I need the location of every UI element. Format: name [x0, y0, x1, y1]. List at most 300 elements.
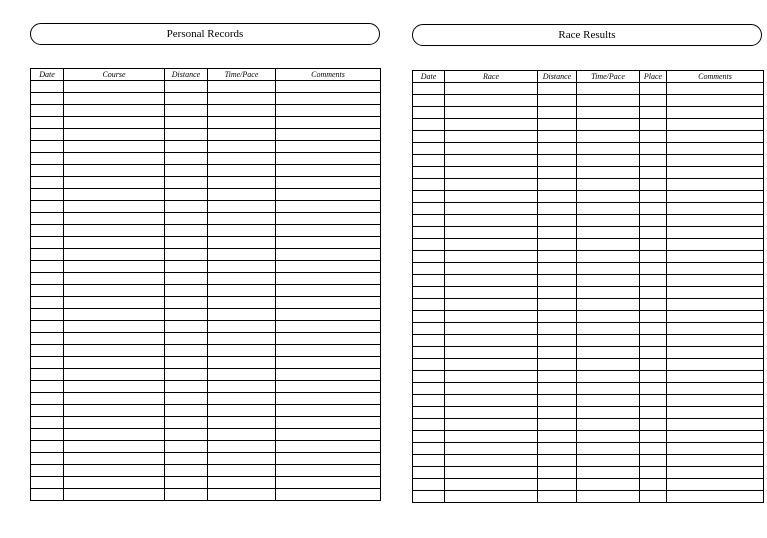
- personal-records-cell-course[interactable]: [64, 321, 165, 333]
- personal-records-cell-date[interactable]: [31, 141, 64, 153]
- race-results-cell-distance[interactable]: [538, 239, 577, 251]
- personal-records-cell-time-pace[interactable]: [208, 285, 276, 297]
- race-results-cell-place[interactable]: [640, 371, 667, 383]
- personal-records-cell-comments[interactable]: [276, 381, 381, 393]
- personal-records-cell-comments[interactable]: [276, 273, 381, 285]
- race-results-cell-race[interactable]: [445, 443, 538, 455]
- personal-records-cell-date[interactable]: [31, 273, 64, 285]
- race-results-cell-comments[interactable]: [667, 455, 764, 467]
- race-results-cell-comments[interactable]: [667, 419, 764, 431]
- race-results-cell-time-pace[interactable]: [577, 203, 640, 215]
- personal-records-cell-time-pace[interactable]: [208, 345, 276, 357]
- race-results-cell-race[interactable]: [445, 311, 538, 323]
- personal-records-cell-date[interactable]: [31, 369, 64, 381]
- personal-records-cell-distance[interactable]: [165, 177, 208, 189]
- race-results-cell-time-pace[interactable]: [577, 119, 640, 131]
- race-results-cell-race[interactable]: [445, 275, 538, 287]
- personal-records-cell-date[interactable]: [31, 453, 64, 465]
- race-results-cell-place[interactable]: [640, 347, 667, 359]
- personal-records-cell-time-pace[interactable]: [208, 465, 276, 477]
- race-results-cell-distance[interactable]: [538, 263, 577, 275]
- race-results-cell-comments[interactable]: [667, 239, 764, 251]
- personal-records-cell-course[interactable]: [64, 201, 165, 213]
- personal-records-cell-course[interactable]: [64, 477, 165, 489]
- race-results-cell-place[interactable]: [640, 395, 667, 407]
- race-results-cell-date[interactable]: [413, 287, 445, 299]
- personal-records-cell-time-pace[interactable]: [208, 429, 276, 441]
- race-results-cell-comments[interactable]: [667, 191, 764, 203]
- race-results-cell-time-pace[interactable]: [577, 191, 640, 203]
- race-results-cell-date[interactable]: [413, 323, 445, 335]
- race-results-cell-date[interactable]: [413, 239, 445, 251]
- personal-records-cell-comments[interactable]: [276, 345, 381, 357]
- personal-records-cell-time-pace[interactable]: [208, 105, 276, 117]
- personal-records-cell-time-pace[interactable]: [208, 453, 276, 465]
- personal-records-cell-distance[interactable]: [165, 93, 208, 105]
- race-results-cell-distance[interactable]: [538, 155, 577, 167]
- race-results-cell-place[interactable]: [640, 191, 667, 203]
- personal-records-cell-course[interactable]: [64, 117, 165, 129]
- race-results-cell-distance[interactable]: [538, 335, 577, 347]
- personal-records-cell-distance[interactable]: [165, 225, 208, 237]
- personal-records-cell-course[interactable]: [64, 465, 165, 477]
- personal-records-cell-date[interactable]: [31, 333, 64, 345]
- personal-records-cell-time-pace[interactable]: [208, 441, 276, 453]
- race-results-cell-comments[interactable]: [667, 371, 764, 383]
- race-results-cell-race[interactable]: [445, 395, 538, 407]
- race-results-cell-distance[interactable]: [538, 323, 577, 335]
- personal-records-cell-date[interactable]: [31, 309, 64, 321]
- race-results-cell-place[interactable]: [640, 383, 667, 395]
- race-results-cell-time-pace[interactable]: [577, 491, 640, 503]
- race-results-cell-race[interactable]: [445, 491, 538, 503]
- personal-records-cell-course[interactable]: [64, 237, 165, 249]
- race-results-cell-date[interactable]: [413, 263, 445, 275]
- personal-records-cell-distance[interactable]: [165, 249, 208, 261]
- race-results-cell-date[interactable]: [413, 83, 445, 95]
- personal-records-cell-distance[interactable]: [165, 81, 208, 93]
- race-results-cell-date[interactable]: [413, 347, 445, 359]
- personal-records-cell-distance[interactable]: [165, 489, 208, 501]
- race-results-cell-place[interactable]: [640, 491, 667, 503]
- race-results-cell-distance[interactable]: [538, 179, 577, 191]
- personal-records-cell-distance[interactable]: [165, 201, 208, 213]
- personal-records-cell-comments[interactable]: [276, 189, 381, 201]
- personal-records-cell-distance[interactable]: [165, 261, 208, 273]
- personal-records-cell-distance[interactable]: [165, 141, 208, 153]
- race-results-cell-place[interactable]: [640, 131, 667, 143]
- race-results-cell-time-pace[interactable]: [577, 407, 640, 419]
- race-results-cell-race[interactable]: [445, 83, 538, 95]
- race-results-cell-time-pace[interactable]: [577, 431, 640, 443]
- race-results-cell-place[interactable]: [640, 119, 667, 131]
- race-results-cell-place[interactable]: [640, 251, 667, 263]
- personal-records-cell-comments[interactable]: [276, 393, 381, 405]
- personal-records-cell-date[interactable]: [31, 381, 64, 393]
- race-results-cell-distance[interactable]: [538, 347, 577, 359]
- race-results-cell-place[interactable]: [640, 179, 667, 191]
- race-results-cell-place[interactable]: [640, 443, 667, 455]
- personal-records-cell-date[interactable]: [31, 177, 64, 189]
- race-results-cell-date[interactable]: [413, 455, 445, 467]
- race-results-cell-distance[interactable]: [538, 191, 577, 203]
- personal-records-cell-distance[interactable]: [165, 369, 208, 381]
- race-results-cell-comments[interactable]: [667, 227, 764, 239]
- race-results-cell-date[interactable]: [413, 419, 445, 431]
- personal-records-cell-time-pace[interactable]: [208, 189, 276, 201]
- personal-records-cell-date[interactable]: [31, 225, 64, 237]
- race-results-cell-distance[interactable]: [538, 227, 577, 239]
- race-results-cell-distance[interactable]: [538, 491, 577, 503]
- personal-records-cell-distance[interactable]: [165, 321, 208, 333]
- race-results-cell-place[interactable]: [640, 83, 667, 95]
- personal-records-cell-comments[interactable]: [276, 297, 381, 309]
- personal-records-cell-time-pace[interactable]: [208, 381, 276, 393]
- race-results-cell-date[interactable]: [413, 143, 445, 155]
- personal-records-cell-date[interactable]: [31, 165, 64, 177]
- personal-records-cell-distance[interactable]: [165, 237, 208, 249]
- race-results-cell-comments[interactable]: [667, 383, 764, 395]
- personal-records-cell-date[interactable]: [31, 285, 64, 297]
- race-results-cell-race[interactable]: [445, 251, 538, 263]
- personal-records-cell-distance[interactable]: [165, 189, 208, 201]
- personal-records-cell-course[interactable]: [64, 249, 165, 261]
- personal-records-cell-course[interactable]: [64, 153, 165, 165]
- race-results-cell-time-pace[interactable]: [577, 227, 640, 239]
- race-results-cell-comments[interactable]: [667, 275, 764, 287]
- race-results-cell-place[interactable]: [640, 323, 667, 335]
- personal-records-cell-comments[interactable]: [276, 225, 381, 237]
- race-results-cell-distance[interactable]: [538, 311, 577, 323]
- personal-records-cell-course[interactable]: [64, 105, 165, 117]
- personal-records-cell-distance[interactable]: [165, 477, 208, 489]
- race-results-cell-distance[interactable]: [538, 371, 577, 383]
- personal-records-cell-time-pace[interactable]: [208, 369, 276, 381]
- personal-records-cell-time-pace[interactable]: [208, 129, 276, 141]
- race-results-cell-race[interactable]: [445, 95, 538, 107]
- personal-records-cell-course[interactable]: [64, 417, 165, 429]
- race-results-cell-time-pace[interactable]: [577, 263, 640, 275]
- personal-records-cell-date[interactable]: [31, 393, 64, 405]
- personal-records-cell-distance[interactable]: [165, 393, 208, 405]
- race-results-cell-distance[interactable]: [538, 83, 577, 95]
- personal-records-cell-time-pace[interactable]: [208, 489, 276, 501]
- personal-records-cell-time-pace[interactable]: [208, 177, 276, 189]
- race-results-cell-date[interactable]: [413, 395, 445, 407]
- personal-records-cell-time-pace[interactable]: [208, 477, 276, 489]
- race-results-cell-place[interactable]: [640, 203, 667, 215]
- personal-records-cell-comments[interactable]: [276, 309, 381, 321]
- personal-records-cell-time-pace[interactable]: [208, 165, 276, 177]
- race-results-cell-date[interactable]: [413, 179, 445, 191]
- race-results-cell-distance[interactable]: [538, 95, 577, 107]
- personal-records-cell-time-pace[interactable]: [208, 393, 276, 405]
- personal-records-cell-distance[interactable]: [165, 309, 208, 321]
- personal-records-cell-time-pace[interactable]: [208, 321, 276, 333]
- race-results-cell-comments[interactable]: [667, 155, 764, 167]
- race-results-cell-comments[interactable]: [667, 215, 764, 227]
- personal-records-cell-distance[interactable]: [165, 345, 208, 357]
- personal-records-cell-comments[interactable]: [276, 441, 381, 453]
- personal-records-cell-distance[interactable]: [165, 285, 208, 297]
- race-results-cell-time-pace[interactable]: [577, 371, 640, 383]
- race-results-cell-race[interactable]: [445, 359, 538, 371]
- race-results-cell-race[interactable]: [445, 323, 538, 335]
- personal-records-cell-comments[interactable]: [276, 81, 381, 93]
- personal-records-cell-course[interactable]: [64, 177, 165, 189]
- personal-records-cell-comments[interactable]: [276, 489, 381, 501]
- race-results-cell-race[interactable]: [445, 227, 538, 239]
- personal-records-cell-date[interactable]: [31, 357, 64, 369]
- personal-records-cell-course[interactable]: [64, 441, 165, 453]
- personal-records-cell-distance[interactable]: [165, 165, 208, 177]
- race-results-cell-comments[interactable]: [667, 119, 764, 131]
- personal-records-cell-time-pace[interactable]: [208, 141, 276, 153]
- race-results-cell-date[interactable]: [413, 407, 445, 419]
- race-results-cell-race[interactable]: [445, 455, 538, 467]
- race-results-cell-date[interactable]: [413, 251, 445, 263]
- race-results-cell-distance[interactable]: [538, 299, 577, 311]
- personal-records-cell-time-pace[interactable]: [208, 309, 276, 321]
- personal-records-cell-comments[interactable]: [276, 105, 381, 117]
- personal-records-cell-distance[interactable]: [165, 417, 208, 429]
- personal-records-cell-course[interactable]: [64, 273, 165, 285]
- race-results-cell-time-pace[interactable]: [577, 383, 640, 395]
- race-results-cell-race[interactable]: [445, 167, 538, 179]
- personal-records-cell-distance[interactable]: [165, 213, 208, 225]
- race-results-cell-distance[interactable]: [538, 395, 577, 407]
- personal-records-cell-comments[interactable]: [276, 177, 381, 189]
- personal-records-cell-comments[interactable]: [276, 429, 381, 441]
- personal-records-cell-course[interactable]: [64, 81, 165, 93]
- race-results-cell-place[interactable]: [640, 419, 667, 431]
- race-results-cell-comments[interactable]: [667, 335, 764, 347]
- personal-records-cell-distance[interactable]: [165, 429, 208, 441]
- race-results-cell-race[interactable]: [445, 407, 538, 419]
- personal-records-cell-date[interactable]: [31, 237, 64, 249]
- race-results-cell-race[interactable]: [445, 299, 538, 311]
- race-results-cell-comments[interactable]: [667, 479, 764, 491]
- personal-records-cell-course[interactable]: [64, 129, 165, 141]
- race-results-cell-comments[interactable]: [667, 407, 764, 419]
- personal-records-cell-course[interactable]: [64, 225, 165, 237]
- race-results-cell-date[interactable]: [413, 131, 445, 143]
- race-results-cell-race[interactable]: [445, 287, 538, 299]
- race-results-cell-distance[interactable]: [538, 479, 577, 491]
- race-results-cell-date[interactable]: [413, 491, 445, 503]
- race-results-cell-place[interactable]: [640, 299, 667, 311]
- race-results-cell-date[interactable]: [413, 299, 445, 311]
- race-results-cell-race[interactable]: [445, 347, 538, 359]
- race-results-cell-comments[interactable]: [667, 83, 764, 95]
- race-results-cell-race[interactable]: [445, 215, 538, 227]
- race-results-cell-race[interactable]: [445, 263, 538, 275]
- race-results-cell-date[interactable]: [413, 311, 445, 323]
- race-results-cell-distance[interactable]: [538, 443, 577, 455]
- race-results-cell-date[interactable]: [413, 371, 445, 383]
- personal-records-cell-comments[interactable]: [276, 141, 381, 153]
- race-results-cell-time-pace[interactable]: [577, 155, 640, 167]
- race-results-cell-comments[interactable]: [667, 143, 764, 155]
- race-results-cell-time-pace[interactable]: [577, 287, 640, 299]
- personal-records-cell-comments[interactable]: [276, 237, 381, 249]
- race-results-cell-distance[interactable]: [538, 431, 577, 443]
- race-results-cell-race[interactable]: [445, 107, 538, 119]
- personal-records-cell-distance[interactable]: [165, 441, 208, 453]
- race-results-cell-comments[interactable]: [667, 299, 764, 311]
- personal-records-cell-date[interactable]: [31, 213, 64, 225]
- personal-records-cell-date[interactable]: [31, 417, 64, 429]
- race-results-cell-distance[interactable]: [538, 467, 577, 479]
- personal-records-cell-comments[interactable]: [276, 249, 381, 261]
- personal-records-cell-date[interactable]: [31, 405, 64, 417]
- personal-records-cell-course[interactable]: [64, 489, 165, 501]
- personal-records-cell-date[interactable]: [31, 297, 64, 309]
- race-results-cell-distance[interactable]: [538, 215, 577, 227]
- race-results-cell-place[interactable]: [640, 335, 667, 347]
- race-results-cell-time-pace[interactable]: [577, 323, 640, 335]
- race-results-cell-place[interactable]: [640, 275, 667, 287]
- personal-records-cell-distance[interactable]: [165, 153, 208, 165]
- race-results-cell-date[interactable]: [413, 227, 445, 239]
- race-results-cell-race[interactable]: [445, 419, 538, 431]
- personal-records-cell-course[interactable]: [64, 93, 165, 105]
- race-results-cell-race[interactable]: [445, 191, 538, 203]
- race-results-cell-place[interactable]: [640, 311, 667, 323]
- race-results-cell-race[interactable]: [445, 143, 538, 155]
- race-results-cell-comments[interactable]: [667, 179, 764, 191]
- personal-records-cell-course[interactable]: [64, 297, 165, 309]
- race-results-cell-place[interactable]: [640, 479, 667, 491]
- personal-records-cell-distance[interactable]: [165, 333, 208, 345]
- race-results-cell-distance[interactable]: [538, 107, 577, 119]
- personal-records-cell-comments[interactable]: [276, 261, 381, 273]
- race-results-cell-time-pace[interactable]: [577, 479, 640, 491]
- personal-records-cell-course[interactable]: [64, 165, 165, 177]
- race-results-cell-place[interactable]: [640, 287, 667, 299]
- personal-records-cell-date[interactable]: [31, 441, 64, 453]
- personal-records-cell-date[interactable]: [31, 429, 64, 441]
- race-results-cell-date[interactable]: [413, 203, 445, 215]
- race-results-cell-time-pace[interactable]: [577, 95, 640, 107]
- race-results-cell-date[interactable]: [413, 191, 445, 203]
- personal-records-cell-time-pace[interactable]: [208, 93, 276, 105]
- personal-records-cell-comments[interactable]: [276, 285, 381, 297]
- race-results-cell-time-pace[interactable]: [577, 455, 640, 467]
- personal-records-cell-course[interactable]: [64, 141, 165, 153]
- race-results-cell-comments[interactable]: [667, 443, 764, 455]
- race-results-cell-place[interactable]: [640, 431, 667, 443]
- race-results-cell-date[interactable]: [413, 431, 445, 443]
- personal-records-cell-time-pace[interactable]: [208, 261, 276, 273]
- race-results-cell-comments[interactable]: [667, 395, 764, 407]
- race-results-cell-date[interactable]: [413, 383, 445, 395]
- race-results-cell-comments[interactable]: [667, 491, 764, 503]
- race-results-cell-distance[interactable]: [538, 203, 577, 215]
- race-results-cell-date[interactable]: [413, 107, 445, 119]
- personal-records-cell-course[interactable]: [64, 213, 165, 225]
- personal-records-cell-distance[interactable]: [165, 357, 208, 369]
- race-results-cell-place[interactable]: [640, 239, 667, 251]
- personal-records-cell-comments[interactable]: [276, 213, 381, 225]
- personal-records-cell-distance[interactable]: [165, 297, 208, 309]
- race-results-cell-race[interactable]: [445, 155, 538, 167]
- race-results-cell-place[interactable]: [640, 263, 667, 275]
- race-results-cell-comments[interactable]: [667, 467, 764, 479]
- race-results-cell-distance[interactable]: [538, 131, 577, 143]
- race-results-cell-race[interactable]: [445, 239, 538, 251]
- personal-records-cell-time-pace[interactable]: [208, 225, 276, 237]
- race-results-cell-comments[interactable]: [667, 431, 764, 443]
- race-results-cell-comments[interactable]: [667, 323, 764, 335]
- personal-records-cell-course[interactable]: [64, 393, 165, 405]
- personal-records-cell-date[interactable]: [31, 201, 64, 213]
- personal-records-cell-comments[interactable]: [276, 201, 381, 213]
- race-results-cell-comments[interactable]: [667, 107, 764, 119]
- race-results-cell-date[interactable]: [413, 335, 445, 347]
- personal-records-cell-comments[interactable]: [276, 129, 381, 141]
- race-results-cell-race[interactable]: [445, 431, 538, 443]
- race-results-cell-date[interactable]: [413, 95, 445, 107]
- personal-records-cell-comments[interactable]: [276, 453, 381, 465]
- personal-records-cell-time-pace[interactable]: [208, 273, 276, 285]
- race-results-cell-time-pace[interactable]: [577, 107, 640, 119]
- race-results-cell-date[interactable]: [413, 467, 445, 479]
- race-results-cell-comments[interactable]: [667, 347, 764, 359]
- personal-records-cell-course[interactable]: [64, 189, 165, 201]
- race-results-cell-place[interactable]: [640, 143, 667, 155]
- personal-records-cell-comments[interactable]: [276, 93, 381, 105]
- race-results-cell-date[interactable]: [413, 479, 445, 491]
- race-results-cell-time-pace[interactable]: [577, 83, 640, 95]
- personal-records-cell-time-pace[interactable]: [208, 213, 276, 225]
- race-results-cell-time-pace[interactable]: [577, 467, 640, 479]
- personal-records-cell-course[interactable]: [64, 285, 165, 297]
- race-results-cell-place[interactable]: [640, 155, 667, 167]
- race-results-cell-time-pace[interactable]: [577, 311, 640, 323]
- race-results-cell-time-pace[interactable]: [577, 251, 640, 263]
- personal-records-cell-date[interactable]: [31, 261, 64, 273]
- race-results-cell-distance[interactable]: [538, 275, 577, 287]
- race-results-cell-distance[interactable]: [538, 359, 577, 371]
- personal-records-cell-course[interactable]: [64, 429, 165, 441]
- race-results-cell-time-pace[interactable]: [577, 179, 640, 191]
- personal-records-cell-time-pace[interactable]: [208, 417, 276, 429]
- personal-records-cell-comments[interactable]: [276, 165, 381, 177]
- race-results-cell-distance[interactable]: [538, 143, 577, 155]
- race-results-cell-date[interactable]: [413, 167, 445, 179]
- personal-records-cell-comments[interactable]: [276, 405, 381, 417]
- race-results-cell-time-pace[interactable]: [577, 299, 640, 311]
- race-results-cell-distance[interactable]: [538, 383, 577, 395]
- race-results-cell-place[interactable]: [640, 95, 667, 107]
- personal-records-cell-time-pace[interactable]: [208, 405, 276, 417]
- race-results-cell-place[interactable]: [640, 227, 667, 239]
- race-results-cell-date[interactable]: [413, 119, 445, 131]
- personal-records-cell-date[interactable]: [31, 93, 64, 105]
- race-results-cell-comments[interactable]: [667, 167, 764, 179]
- race-results-cell-time-pace[interactable]: [577, 131, 640, 143]
- personal-records-cell-comments[interactable]: [276, 117, 381, 129]
- personal-records-cell-comments[interactable]: [276, 369, 381, 381]
- personal-records-cell-comments[interactable]: [276, 417, 381, 429]
- personal-records-cell-distance[interactable]: [165, 381, 208, 393]
- race-results-cell-distance[interactable]: [538, 455, 577, 467]
- personal-records-cell-comments[interactable]: [276, 357, 381, 369]
- personal-records-cell-course[interactable]: [64, 345, 165, 357]
- personal-records-cell-time-pace[interactable]: [208, 333, 276, 345]
- race-results-cell-race[interactable]: [445, 467, 538, 479]
